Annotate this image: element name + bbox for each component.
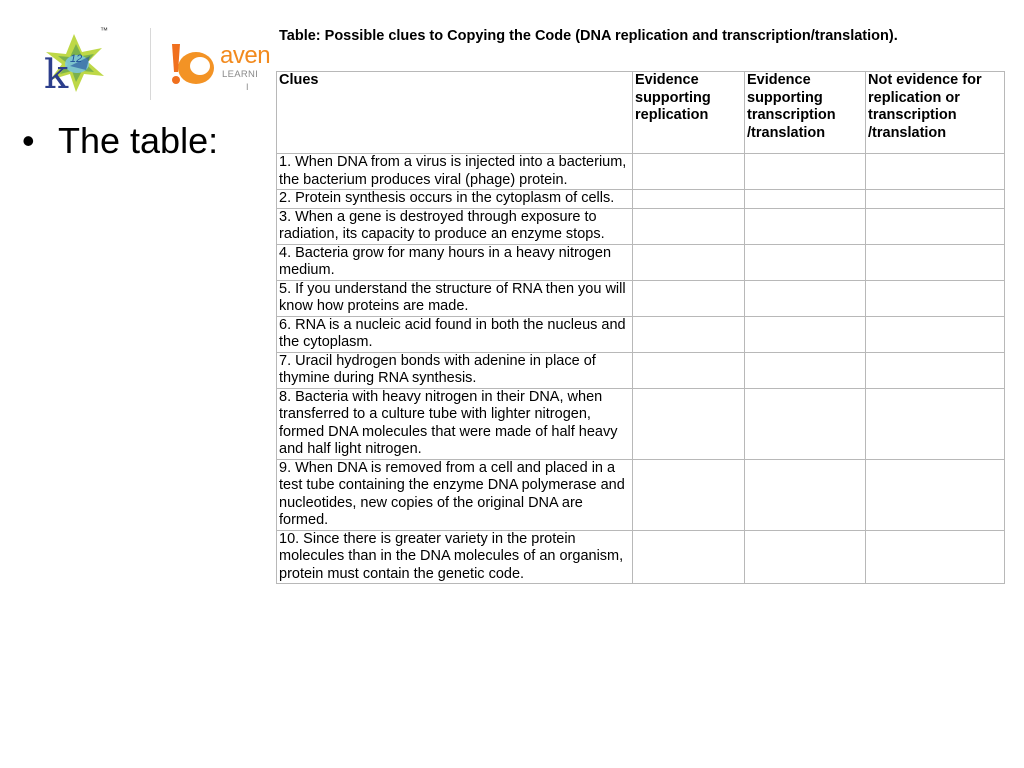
transcription-cell[interactable] [745, 244, 866, 280]
header-transcription: Evidence supporting transcription /translation [745, 72, 866, 154]
table-header-row [277, 72, 1005, 154]
transcription-cell[interactable] [745, 208, 866, 244]
not-evidence-cell[interactable] [866, 316, 1005, 352]
not-evidence-cell[interactable] [866, 459, 1005, 530]
clue-cell: 1. When DNA from a virus is injected into a bacterium, the bacterium produces viral (phage) protein. [277, 154, 633, 190]
table-row [277, 316, 1005, 352]
k12-trademark: ™ [100, 26, 108, 35]
clue-cell: 4. Bacteria grow for many hours in a heavy nitrogen medium. [277, 244, 633, 280]
clue-cell: 9. When DNA is removed from a cell and placed in a test tube containing the enzyme DNA polymerase and nucleotides, new copies of the original DNA are formed. [277, 459, 633, 530]
replication-cell[interactable] [633, 244, 745, 280]
replication-cell[interactable] [633, 280, 745, 316]
clue-cell: 3. When a gene is destroyed through exposure to radiation, its capacity to produce an enzyme stops. [277, 208, 633, 244]
avenues-subtitle: LEARNI [222, 69, 259, 80]
not-evidence-cell[interactable] [866, 530, 1005, 584]
k12-letter: k [44, 52, 69, 98]
clue-cell: 5. If you understand the structure of RNA then you will know how proteins are made. [277, 280, 633, 316]
transcription-cell[interactable] [745, 352, 866, 388]
k12-logo [30, 26, 116, 102]
table-row [277, 244, 1005, 280]
header-clues: Clues [277, 72, 633, 154]
table-title: Table: Possible clues to Copying the Code (DNA replication and transcription/translation). [279, 28, 898, 44]
logo-divider [150, 28, 151, 100]
replication-cell[interactable] [633, 208, 745, 244]
not-evidence-cell[interactable] [866, 352, 1005, 388]
transcription-cell[interactable] [745, 280, 866, 316]
clues-table [276, 71, 1005, 584]
k12-number: 12 [70, 53, 83, 65]
table-body [277, 154, 1005, 584]
not-evidence-cell[interactable] [866, 244, 1005, 280]
replication-cell[interactable] [633, 154, 745, 190]
clue-cell: 8. Bacteria with heavy nitrogen in their DNA, when transferred to a culture tube with lighter nitrogen, formed DNA molecules that were made of half heavy and half light nitrogen. [277, 388, 633, 459]
table-row [277, 208, 1005, 244]
logo-area [28, 26, 271, 104]
table-row [277, 154, 1005, 190]
clue-cell: 7. Uracil hydrogen bonds with adenine in place of thymine during RNA synthesis. [277, 352, 633, 388]
replication-cell[interactable] [633, 530, 745, 584]
bullet-glyph: • [22, 120, 35, 161]
replication-cell[interactable] [633, 316, 745, 352]
transcription-cell[interactable] [745, 190, 866, 209]
bullet-text: The table: [58, 120, 219, 161]
not-evidence-cell[interactable] [866, 154, 1005, 190]
not-evidence-cell[interactable] [866, 388, 1005, 459]
table-row [277, 190, 1005, 209]
avenues-wordmark: aven [220, 42, 271, 69]
not-evidence-cell[interactable] [866, 190, 1005, 209]
replication-cell[interactable] [633, 352, 745, 388]
avenues-logo [160, 36, 271, 96]
table-row [277, 352, 1005, 388]
clue-cell: 6. RNA is a nucleic acid found in both the nucleus and the cytoplasm. [277, 316, 633, 352]
avenues-subtitle-2: I [246, 82, 249, 92]
header-not-evidence: Not evidence for replication or transcription /translation [866, 72, 1005, 154]
bullet-item [22, 120, 218, 162]
transcription-cell[interactable] [745, 530, 866, 584]
not-evidence-cell[interactable] [866, 208, 1005, 244]
clue-cell: 2. Protein synthesis occurs in the cytoplasm of cells. [277, 190, 633, 209]
replication-cell[interactable] [633, 190, 745, 209]
avenues-swoosh-icon [160, 40, 220, 90]
header-replication: Evidence supporting replication [633, 72, 745, 154]
not-evidence-cell[interactable] [866, 280, 1005, 316]
table-row [277, 388, 1005, 459]
transcription-cell[interactable] [745, 154, 866, 190]
transcription-cell[interactable] [745, 316, 866, 352]
table-row [277, 530, 1005, 584]
replication-cell[interactable] [633, 459, 745, 530]
replication-cell[interactable] [633, 388, 745, 459]
table-row [277, 280, 1005, 316]
clue-cell: 10. Since there is greater variety in the protein molecules than in the DNA molecules of an organism, protein must contain the genetic code. [277, 530, 633, 584]
transcription-cell[interactable] [745, 459, 866, 530]
transcription-cell[interactable] [745, 388, 866, 459]
table-row [277, 459, 1005, 530]
